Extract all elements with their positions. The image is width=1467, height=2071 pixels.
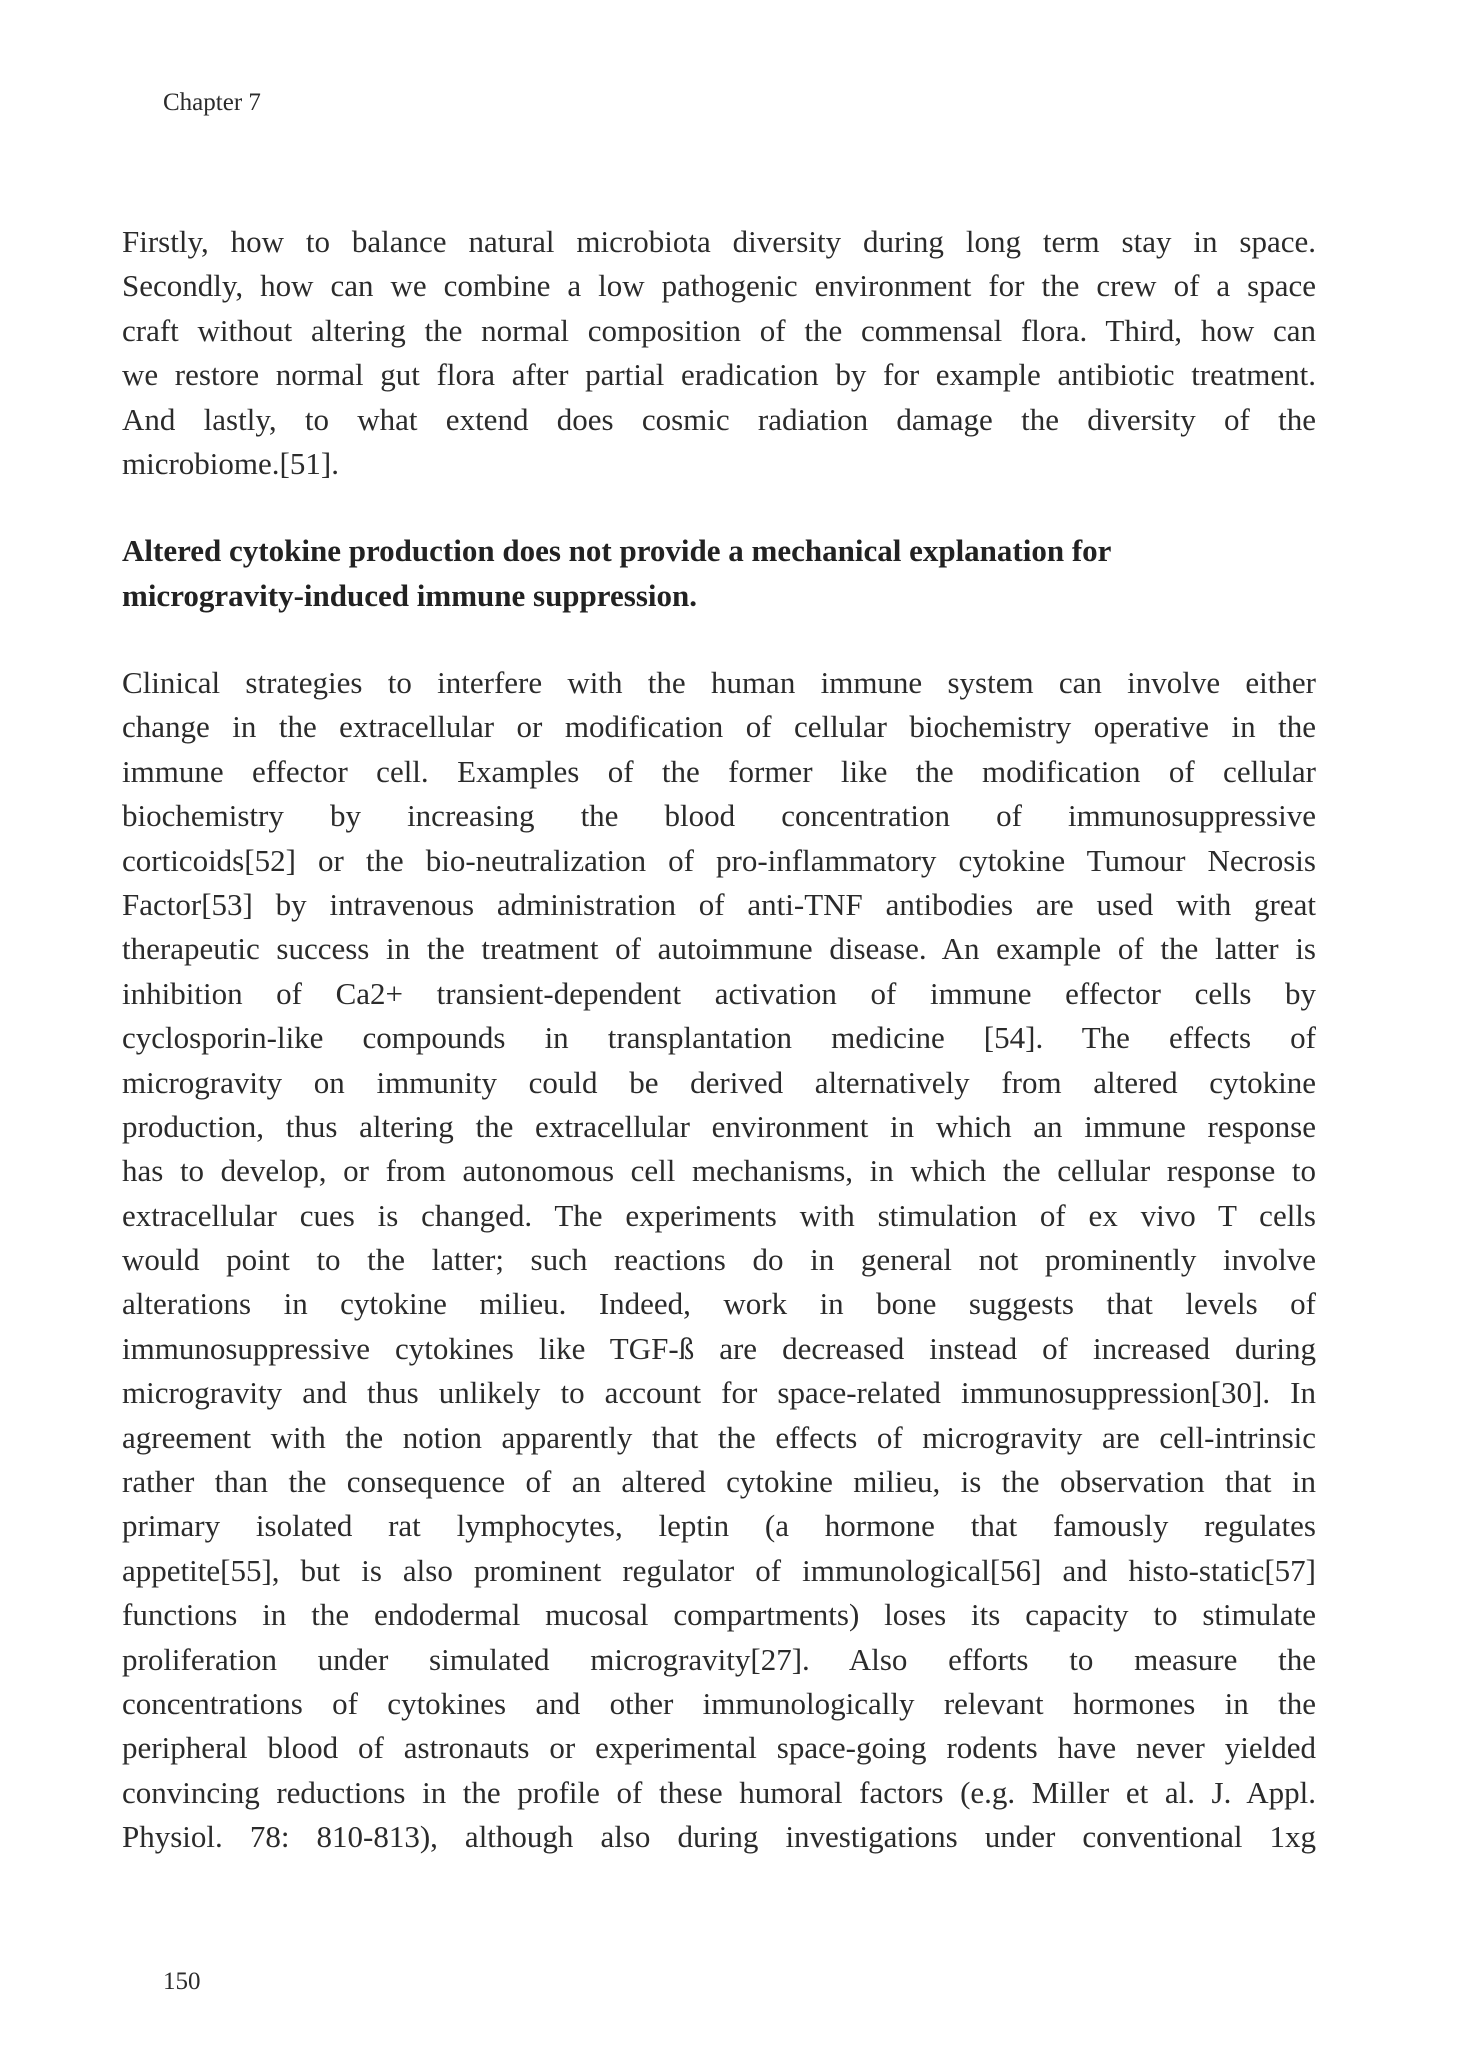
heading-line: microgravity-induced immune suppression.	[122, 577, 697, 613]
text-line: peripheral blood of astronauts or experimental space-going rodents have never yielded	[122, 1730, 1316, 1766]
text-line: microbiome.[51].	[122, 445, 339, 481]
text-line: would point to the latter; such reactions do in general not prominently involve	[122, 1242, 1316, 1278]
running-head: Chapter 7	[163, 89, 261, 116]
text-line: Secondly, how can we combine a low pathogenic environment for the crew of a space	[122, 268, 1316, 304]
text-line: cyclosporin-like compounds in transplantation medicine [54]. The effects of	[122, 1020, 1316, 1056]
text-line: agreement with the notion apparently that the effects of microgravity are cell-intrinsic	[122, 1419, 1316, 1455]
text-line: convincing reductions in the profile of these humoral factors (e.g. Miller et al. J. Appl.	[122, 1774, 1316, 1810]
text-line: And lastly, to what extend does cosmic radiation damage the diversity of the	[122, 401, 1316, 437]
text-line: alterations in cytokine milieu. Indeed, work in bone suggests that levels of	[122, 1286, 1316, 1322]
text-line: we restore normal gut flora after partial eradication by for example antibiotic treatment.	[122, 357, 1316, 393]
text-line: microgravity on immunity could be derived alternatively from altered cytokine	[122, 1064, 1316, 1100]
text-line: change in the extracellular or modification of cellular biochemistry operative in the	[122, 709, 1316, 745]
text-line: inhibition of Ca2+ transient-dependent activation of immune effector cells by	[122, 975, 1316, 1011]
text-line: has to develop, or from autonomous cell mechanisms, in which the cellular response to	[122, 1153, 1316, 1189]
text-line: craft without altering the normal composition of the commensal flora. Third, how can	[122, 312, 1316, 348]
text-line: appetite[55], but is also prominent regulator of immunological[56] and histo-static[57]	[122, 1552, 1316, 1588]
text-line: proliferation under simulated microgravity[27]. Also efforts to measure the	[122, 1641, 1316, 1677]
text-line: extracellular cues is changed. The experiments with stimulation of ex vivo T cells	[122, 1197, 1316, 1233]
text-line: biochemistry by increasing the blood concentration of immunosuppressive	[122, 798, 1316, 834]
text-line: Firstly, how to balance natural microbiota diversity during long term stay in space.	[122, 224, 1316, 259]
text-line: Clinical strategies to interfere with the human immune system can involve either	[122, 665, 1316, 700]
paragraph-1	[122, 220, 1316, 486]
text-line: therapeutic success in the treatment of autoimmune disease. An example of the latter is	[122, 931, 1316, 967]
paragraph-2	[122, 661, 1316, 1860]
text-line: Factor[53] by intravenous administration of anti-TNF antibodies are used with great	[122, 886, 1316, 922]
text-line: immunosuppressive cytokines like TGF-ß are decreased instead of increased during	[122, 1330, 1316, 1366]
text-line: primary isolated rat lymphocytes, leptin (a hormone that famously regulates	[122, 1508, 1316, 1544]
text-line: functions in the endodermal mucosal compartments) loses its capacity to stimulate	[122, 1597, 1316, 1633]
text-line: microgravity and thus unlikely to account for space-related immunosuppression[30]. In	[122, 1375, 1316, 1411]
text-line: concentrations of cytokines and other immunologically relevant hormones in the	[122, 1685, 1316, 1721]
text-line: rather than the consequence of an altered cytokine milieu, is the observation that in	[122, 1464, 1316, 1500]
heading-line: Altered cytokine production does not provide a mechanical explanation for	[122, 533, 1112, 568]
text-line: production, thus altering the extracellular environment in which an immune response	[122, 1108, 1316, 1144]
section-heading	[122, 529, 1316, 618]
page-number: 150	[163, 1968, 201, 1995]
text-line: immune effector cell. Examples of the former like the modification of cellular	[122, 753, 1316, 789]
text-line: corticoids[52] or the bio-neutralization of pro-inflammatory cytokine Tumour Necrosis	[122, 842, 1316, 878]
text-line: Physiol. 78: 810-813), although also during investigations under conventional 1xg	[122, 1819, 1316, 1855]
